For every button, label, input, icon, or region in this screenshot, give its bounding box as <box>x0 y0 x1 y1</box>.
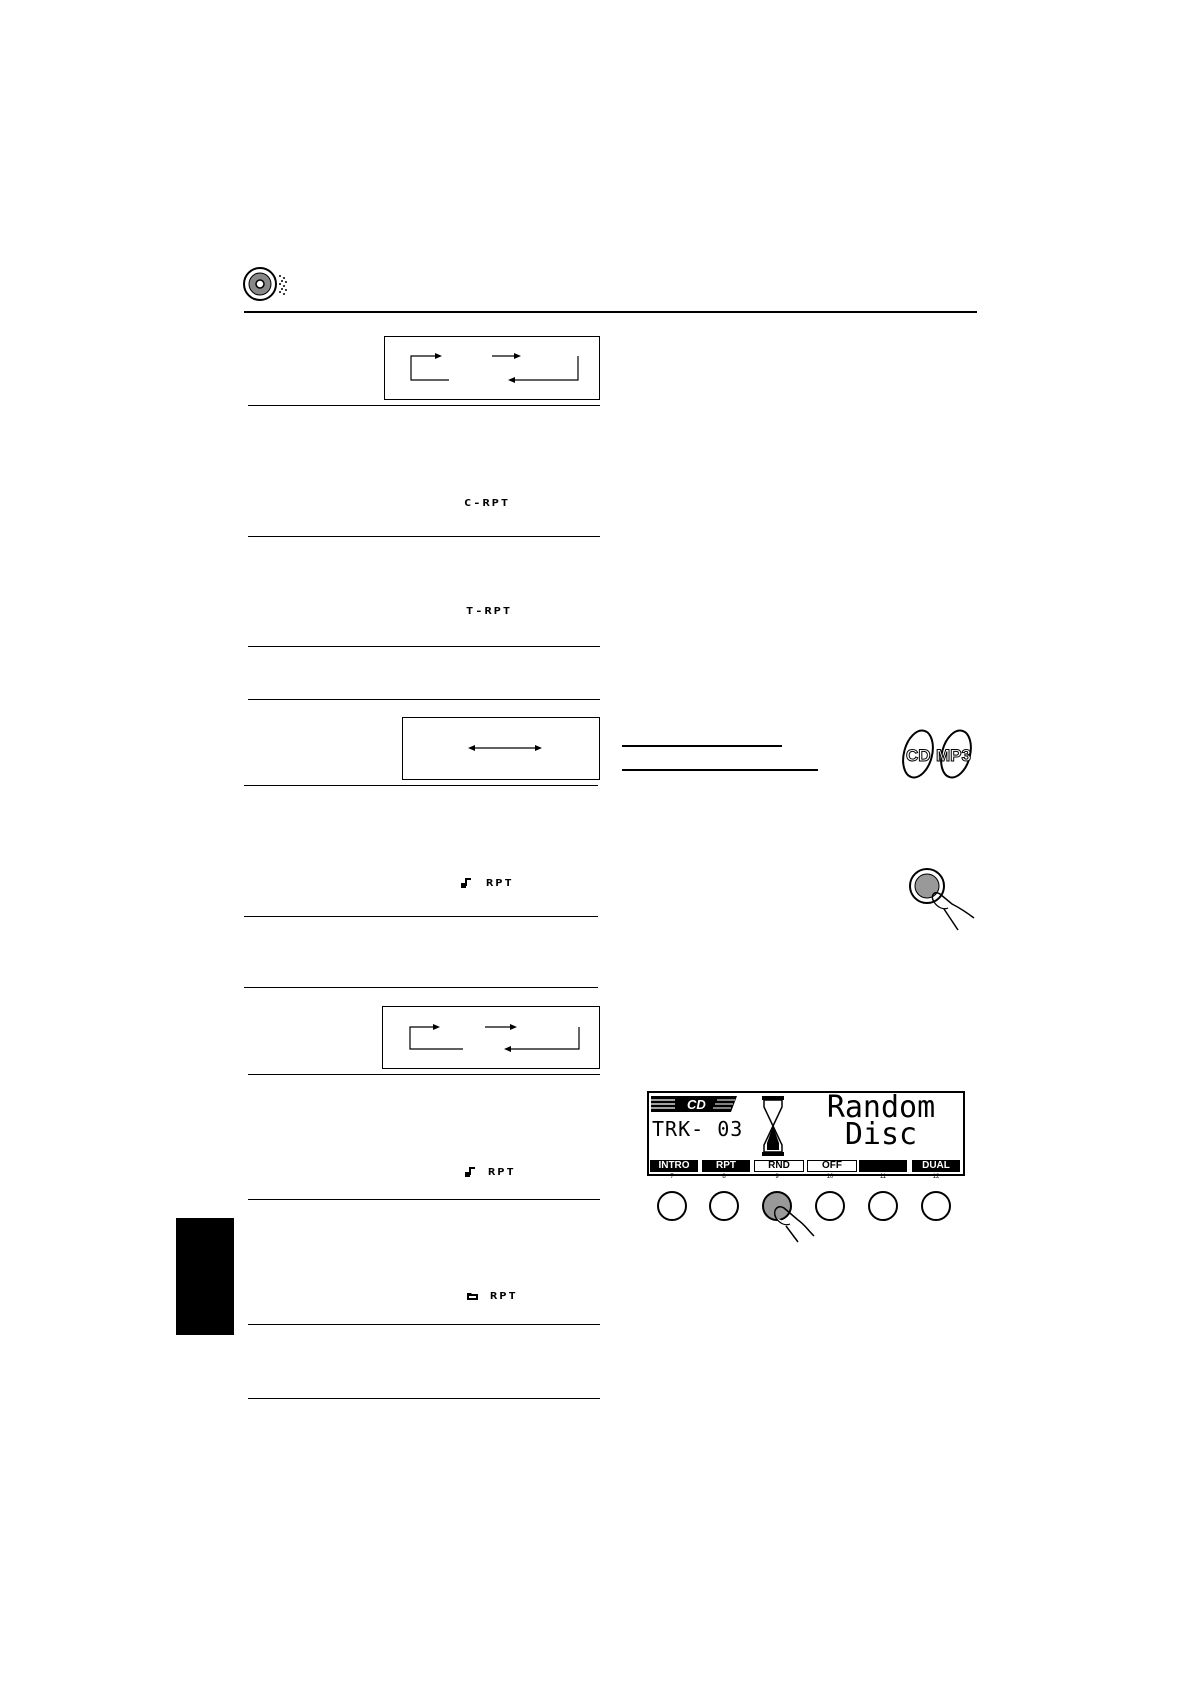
hourglass-icon <box>761 1095 785 1157</box>
note-icon <box>460 876 474 888</box>
softkey-blank <box>859 1160 907 1172</box>
button-number: 10 <box>826 1174 834 1180</box>
folder-icon <box>466 1289 480 1301</box>
mp3-badge <box>934 728 984 780</box>
rule <box>248 405 600 406</box>
toggle-diagram <box>402 717 600 780</box>
softkey-dual: DUAL <box>912 1160 960 1172</box>
rule <box>248 1199 600 1200</box>
preset-button-11[interactable] <box>868 1191 898 1221</box>
t-rpt-indicator: T-RPT <box>466 605 513 617</box>
note-icon <box>464 1165 478 1177</box>
rule <box>244 916 598 917</box>
button-number: 7 <box>670 1174 674 1180</box>
cycle-diagram-1 <box>384 336 600 400</box>
lcd-line1: Random <box>826 1090 936 1125</box>
cd-badge <box>898 728 938 780</box>
folder-rpt-indicator: RPT <box>490 1290 518 1302</box>
rule <box>248 699 600 700</box>
lcd-display <box>647 1091 965 1176</box>
rule <box>248 1398 600 1399</box>
svg-text:MP3: MP3 <box>936 746 971 765</box>
rule <box>248 536 600 537</box>
button-number: 9 <box>775 1174 779 1180</box>
rule <box>248 646 600 647</box>
cycle-diagram-2 <box>382 1006 600 1069</box>
rule <box>244 785 598 786</box>
finger-pointer-icon <box>770 1196 820 1244</box>
note-rpt-indicator: RPT <box>486 877 514 889</box>
c-rpt-indicator: C-RPT <box>464 497 511 509</box>
lcd-source-label: CD <box>687 1097 706 1112</box>
language-tab <box>176 1218 234 1335</box>
rule <box>248 1074 600 1075</box>
softkey-intro: INTRO <box>650 1160 698 1172</box>
cd-disc-icon <box>242 266 298 302</box>
softkey-rnd: RND <box>754 1160 804 1172</box>
softkey-rpt: RPT <box>702 1160 750 1172</box>
heading-underline <box>622 769 818 771</box>
lcd-line2: Disc <box>844 1117 918 1152</box>
button-number: 11 <box>879 1174 887 1180</box>
button-number: 12 <box>932 1174 940 1180</box>
button-number: 8 <box>722 1174 726 1180</box>
finger-press-icon <box>904 864 984 932</box>
preset-button-7[interactable] <box>657 1191 687 1221</box>
note-rpt-indicator-2: RPT <box>488 1166 516 1178</box>
heading-underline <box>622 745 782 747</box>
svg-text:CD: CD <box>906 746 931 765</box>
rule <box>244 987 598 988</box>
preset-button-12[interactable] <box>921 1191 951 1221</box>
cd-source-indicator <box>651 1095 737 1113</box>
softkey-off: OFF <box>807 1160 857 1172</box>
preset-button-8[interactable] <box>709 1191 739 1221</box>
header-rule <box>244 311 977 313</box>
track-number: TRK- 03 <box>652 1117 744 1141</box>
rule <box>248 1324 600 1325</box>
